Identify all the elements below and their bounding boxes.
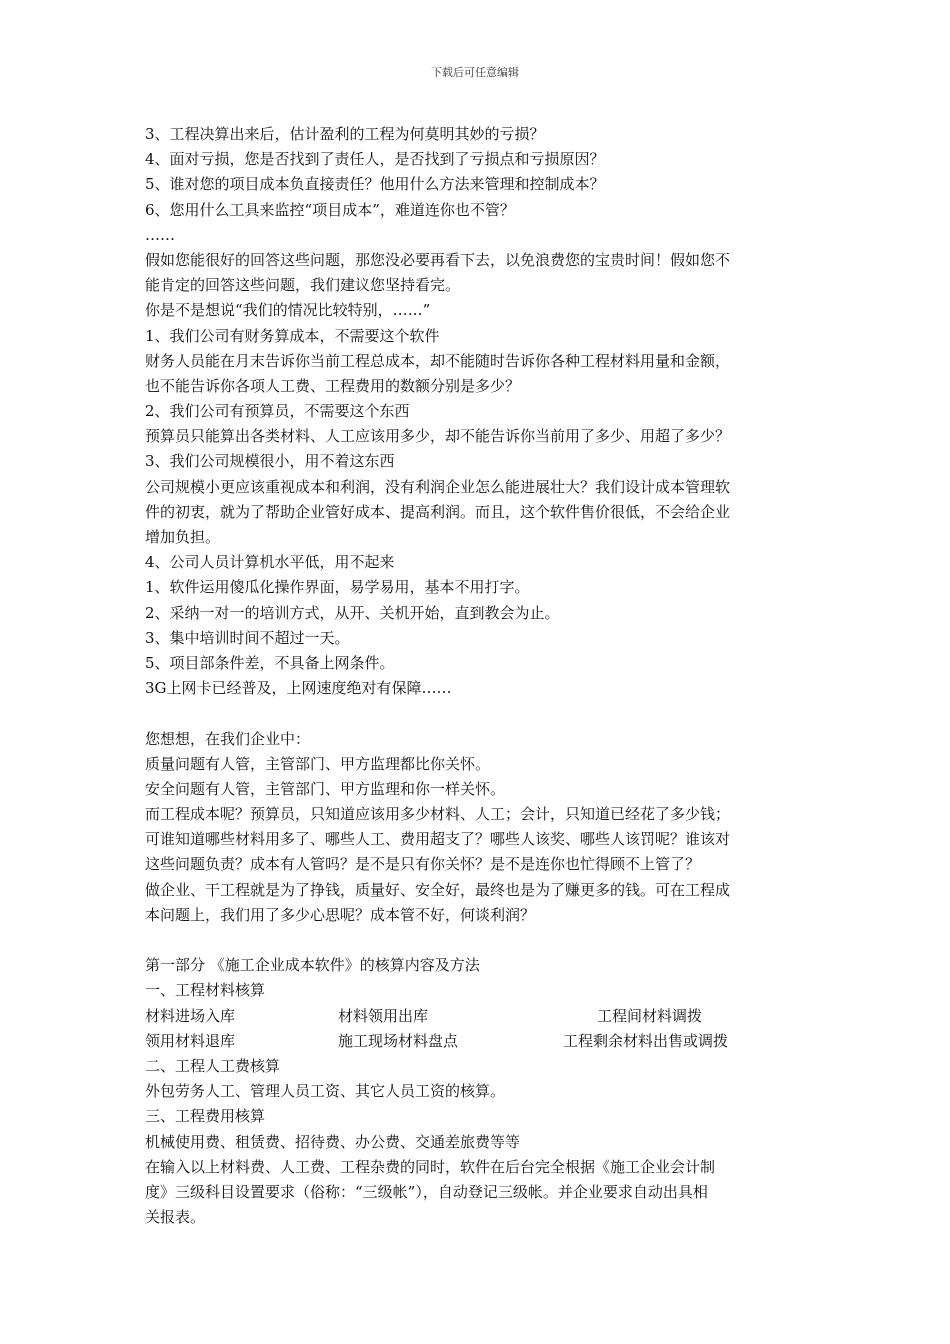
reflection-line: 本问题上，我们用了多少心思呢？成本管不好，何谈利润？: [145, 905, 536, 924]
part-title: 第一部分 《施工企业成本软件》的核算内容及方法: [145, 956, 480, 975]
material-item: 材料进场入库: [145, 1006, 236, 1025]
material-item: 工程间材料调拨: [597, 1006, 703, 1025]
intro-line: 你是不是想说“我们的情况比较特别，……”: [145, 301, 431, 320]
question-line: 3、工程决算出来后，估计盈利的工程为何莫明其妙的亏损？: [145, 125, 545, 143]
material-item: 施工现场材料盘点: [338, 1031, 459, 1050]
question-line: 4、面对亏损，您是否找到了责任人，是否找到了亏损点和亏损原因？: [145, 150, 605, 169]
objection-line: 4、公司人员计算机水平低，用不起来: [145, 553, 395, 572]
material-row: [145, 1029, 810, 1054]
section-text: 外包劳务人工、管理人员工资、其它人员工资的核算。: [145, 1082, 506, 1101]
material-row: [145, 1004, 810, 1029]
reflection-line: 做企业、干工程就是为了挣钱，质量好、安全好，最终也是为了赚更多的钱。可在工程成: [145, 880, 731, 899]
reflection-line: 而工程成本呢？预算员，只知道应该用多少材料、人工；会计，只知道已经花了多少钱；: [145, 805, 731, 824]
closing-line: 度》三级科目设置要求（俗称：“三级帐”），自动登记三级帐。并企业要求自动出具相: [145, 1182, 708, 1201]
objection-line: 3、我们公司规模很小，用不着这东西: [145, 452, 395, 471]
material-item: 工程剩余材料出售或调拨: [563, 1031, 729, 1050]
page-header-note: 下载后可任意编辑: [431, 66, 519, 79]
reflection-line: 安全问题有人管，主管部门、甲方监理和你一样关怀。: [145, 779, 506, 798]
closing-line: 关报表。: [145, 1208, 206, 1227]
objection-line: 增加负担。: [145, 528, 221, 546]
blank-line: [145, 701, 810, 726]
blank-line: [145, 928, 810, 953]
section-text: 机械使用费、租赁费、招待费、办公费、交通差旅费等等: [145, 1132, 521, 1151]
objection-line: 2、我们公司有预算员，不需要这个东西: [145, 402, 410, 421]
reflection-line: 可谁知道哪些材料用多了、哪些人工、费用超支了？哪些人该奖、哪些人该罚呢？谁该对: [145, 830, 731, 849]
objection-line: 3、集中培训时间不超过一天。: [145, 628, 350, 647]
intro-line: 能肯定的回答这些问题，我们建议您坚持看完。: [145, 276, 461, 295]
section-title: 一、工程材料核算: [145, 981, 266, 1000]
material-item: 领用材料退库: [145, 1031, 236, 1050]
objection-line: 2、采纳一对一的培训方式，从开、关机开始，直到教会为止。: [145, 603, 560, 622]
ellipsis-line: ……: [145, 225, 175, 244]
objection-line: 5、项目部条件差，不具备上网条件。: [145, 653, 395, 672]
objection-line: 也不能告诉你各项人工费、工程费用的数额分别是多少？: [145, 376, 521, 395]
reflection-line: 质量问题有人管，主管部门、甲方监理都比你关怀。: [145, 754, 491, 773]
objection-line: 件的初衷，就为了帮助企业管好成本、提高利润。而且，这个软件售价很低，不会给企业: [145, 502, 731, 521]
section-title: 三、工程费用核算: [145, 1107, 266, 1126]
objection-line: 3G上网卡已经普及，上网速度绝对有保障……: [145, 679, 452, 698]
objection-line: 公司规模小更应该重视成本和利润，没有利润企业怎么能进展壮大？我们设计成本管理软: [145, 477, 731, 496]
objection-line: 1、软件运用傻瓜化操作界面，易学易用，基本不用打字。: [145, 578, 530, 597]
reflection-line: 这些问题负责？成本有人管吗？是不是只有你关怀？是不是连你也忙得顾不上管了？: [145, 855, 701, 874]
section-title: 二、工程人工费核算: [145, 1056, 281, 1075]
objection-line: 财务人员能在月末告诉你当前工程总成本，却不能随时告诉你各种工程材料用量和金额，: [145, 351, 731, 370]
reflection-line: 您想想，在我们企业中：: [145, 729, 311, 748]
question-line: 6、您用什么工具来监控“项目成本”，难道连你也不管？: [145, 200, 515, 219]
material-item: 材料领用出库: [338, 1006, 429, 1025]
closing-line: 在输入以上材料费、人工费、工程杂费的同时，软件在后台完全根据《施工企业会计制: [145, 1157, 716, 1176]
question-line: 5、谁对您的项目成本负直接责任？他用什么方法来管理和控制成本？: [145, 175, 605, 194]
intro-line: 假如您能很好的回答这些问题，那您没必要再看下去，以免浪费您的宝贵时间！假如您不: [145, 250, 731, 269]
objection-line: 1、我们公司有财务算成本，不需要这个软件: [145, 326, 440, 345]
objection-line: 预算员只能算出各类材料、人工应该用多少，却不能告诉你当前用了多少、用超了多少？: [145, 427, 731, 446]
document-body: [145, 122, 810, 1230]
